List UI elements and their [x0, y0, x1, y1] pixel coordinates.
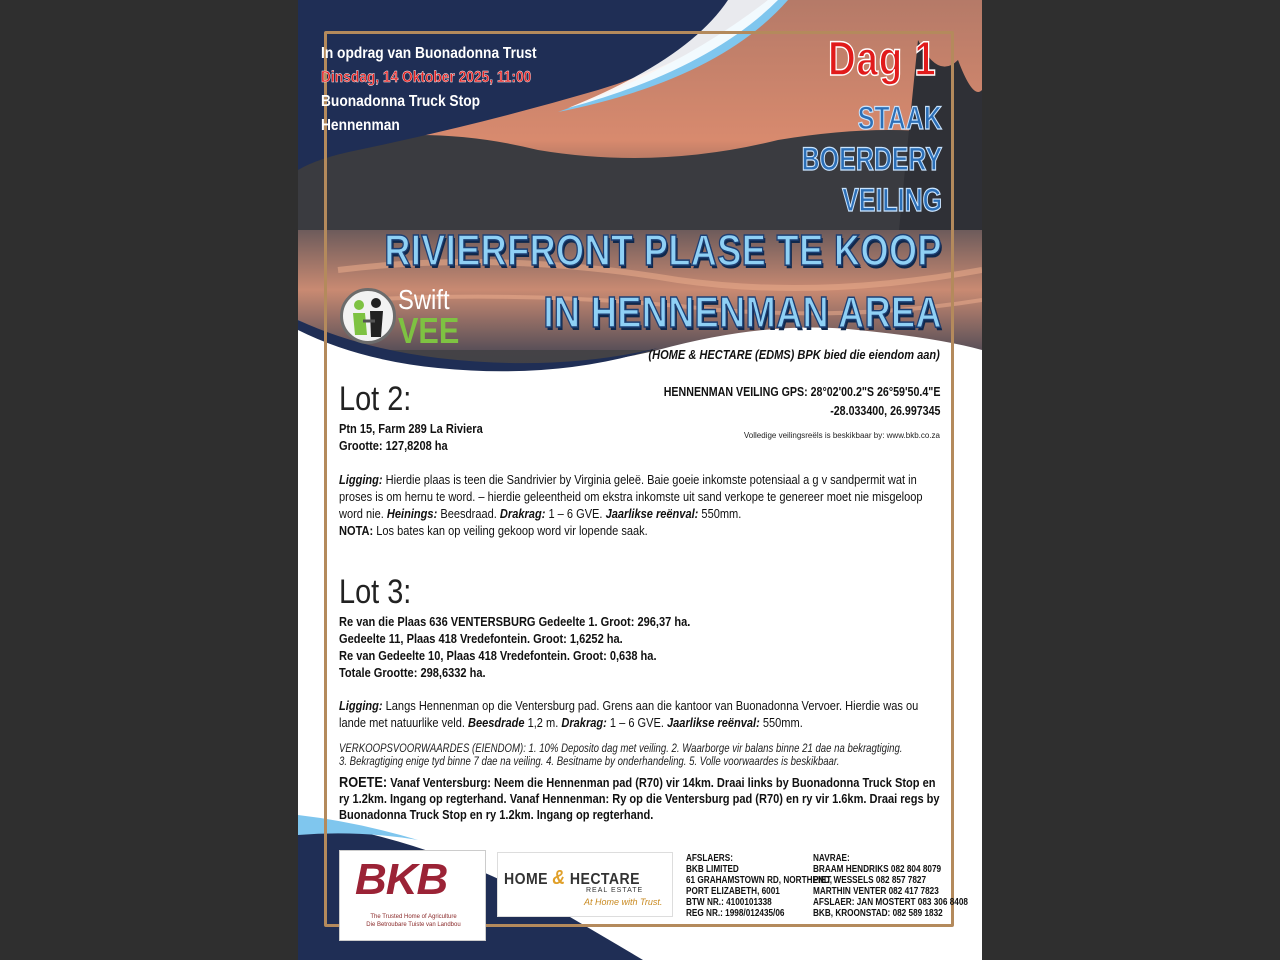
handshake-icon [340, 288, 396, 344]
lot2-nota-label: NOTA: [339, 523, 374, 538]
auction-type-line-2: BOERDERY [801, 141, 942, 177]
navrae-line: NAVRAE: [813, 853, 850, 864]
lot2-heinings-text: Beesdraad. [437, 506, 500, 521]
navrae-line: BKB, KROONSTAD: 082 589 1832 [813, 908, 943, 919]
lot2-heading: Lot 2: [339, 380, 412, 418]
lot3-ligging-label: Ligging: [339, 698, 383, 713]
day-label: Dag 1 [828, 33, 937, 86]
lot3-line-3: Re van Gedeelte 10, Plaas 418 Vredefontein. Groot: 0,638 ha. [339, 648, 657, 663]
lot3-heading: Lot 3: [339, 573, 412, 611]
ampersand-mark: & [552, 867, 566, 889]
navrae-line: MARTHIN VENTER 082 417 7823 [813, 886, 939, 897]
navrae-line: AFSLAER: JAN MOSTERT 083 306 8408 [813, 897, 968, 908]
lot3-reenval-label: Jaarlikse reënval: [667, 715, 760, 730]
home-hectare-tagline: At Home with Trust. [584, 897, 663, 907]
route-text: Vanaf Ventersburg: Neem die Hennenman pad (R70) vir 14km. Draai links by Buonadonna Truck Stop en ry 1.2km. Ingang op regterhand. Vanaf Hennenman: Ry op die Ventersburg pad (R70) en ry vir 1.6km. Draai regs by Buonadonna Truck Stop en ry 1.2km. Ingang op regterhand. [339, 775, 940, 822]
auction-date: Dinsdag, 14 Oktober 2025, 11:00 [321, 69, 532, 86]
auction-type-line-3: VEILING [842, 182, 942, 218]
lot2-line-2: Grootte: 127,8208 ha [339, 438, 448, 453]
afslaers-line: 61 GRAHAMSTOWN RD, NORTHEND, [686, 875, 833, 886]
lot2-drakrag-text: 1 – 6 GVE. [545, 506, 606, 521]
swift-word: Swift [398, 284, 450, 315]
lot3-ligging-text: Langs Hennenman op die Ventersburg pad. Grens aan die kantoor van Buonadonna Vervoer. Hierdie was ou lande met natuurlike veld. [339, 698, 919, 730]
real-estate-label: REAL ESTATE [586, 887, 644, 894]
lot2-nota-text: Los bates kan op veiling gekoop word vir lopende saak. [373, 523, 648, 538]
auction-town: Hennenman [321, 117, 400, 134]
lot3-drakrag-label: Drakrag: [561, 715, 607, 730]
vee-word: VEE [398, 310, 460, 351]
lot3-description [339, 697, 938, 731]
rules-note: Volledige veilingsreëls is beskikbaar by: www.bkb.co.za [743, 431, 940, 440]
auction-type-line-1: STAAK [857, 100, 942, 136]
afslaers-line: BKB LIMITED [686, 864, 739, 875]
gps-line-1: HENNENMAN VEILING GPS: 28°02'00.2"S 26°59'50.4"E [663, 384, 940, 399]
auction-venue: Buonadonna Truck Stop [321, 93, 481, 110]
lot3-beesdrade-label: Beesdrade [468, 715, 525, 730]
presenter-note: (HOME & HECTARE (EDMS) BPK bied die eiendom aan) [648, 347, 940, 362]
lot3-beesdrade-text: 1,2 m. [524, 715, 562, 730]
lot2-drakrag-label: Drakrag: [499, 506, 546, 521]
bkb-logo [339, 850, 486, 941]
lot3-line-2: Gedeelte 11, Plaas 418 Vredefontein. Groot: 1,6252 ha. [339, 631, 623, 646]
main-title-line-2: IN HENNENMAN AREA [543, 288, 942, 337]
afslaers-block [686, 853, 832, 919]
lot3-reenval-text: 550mm. [759, 715, 803, 730]
lot2-description [339, 471, 938, 539]
bkb-wordmark: BKB [355, 855, 448, 904]
bkb-tagline-en: The Trusted Home of Agriculture [370, 914, 457, 920]
navrae-line: PIET WESSELS 082 857 7827 [813, 875, 927, 886]
hectare-word: HECTARE [569, 871, 640, 888]
bkb-tagline-af: Die Betroubare Tuiste van Landbou [366, 922, 461, 928]
route-directions [339, 775, 943, 823]
navrae-line: BRAAM HENDRIKS 082 804 8079 [813, 864, 942, 875]
lot2-ligging-label: Ligging: [339, 472, 383, 487]
home-hectare-logo [497, 852, 673, 917]
afslaers-line: BTW NR.: 4100101338 [686, 897, 772, 908]
lot3-line-1: Re van die Plaas 636 VENTERSBURG Gedeelte 1. Groot: 296,37 ha. [339, 614, 691, 629]
sale-conditions [339, 742, 927, 768]
sale-conditions-line-2: 3. Bekragtiging enige tyd binne 7 dae na veiling. 4. Besitname by onderhandeling. 5. Volle voorwaardes is beskikbaar. [339, 754, 840, 768]
sale-conditions-line-1: VERKOOPSVOORWAARDES (EIENDOM): 1. 10% Deposito dag met veiling. 2. Waarborge vir balans binne 21 dae na bekragtiging. [339, 741, 903, 755]
lot2-ligging-text: Hierdie plaas is teen die Sandrivier by Virginia geleë. Baie goeie inkomste potensiaal a g v sandpermit wat in proses is om hernu te word. – hierdie geleentheid om ekstra inkomste uit sand verkope te genereer moet nie misgeloop word nie. [339, 472, 923, 521]
lot2-line-1: Ptn 15, Farm 289 La Riviera [339, 421, 483, 436]
afslaers-line: PORT ELIZABETH, 6001 [686, 886, 780, 897]
lot3-line-4: Totale Grootte: 298,6332 ha. [339, 665, 486, 680]
lot3-drakrag-text: 1 – 6 GVE. [606, 715, 668, 730]
main-title-line-1: RIVIERFRONT PLASE TE KOOP [384, 226, 942, 275]
route-label: ROETE: [339, 774, 388, 791]
navrae-block [813, 853, 968, 919]
commission-line: In opdrag van Buonadonna Trust [321, 45, 537, 62]
afslaers-line: REG NR.: 1998/012435/06 [686, 908, 785, 919]
afslaers-line: AFSLAERS: [686, 853, 733, 864]
swift-vee-logo [340, 284, 470, 352]
lot2-reenval-text: 550mm. [698, 506, 742, 521]
home-word: HOME [504, 871, 548, 888]
auction-poster [298, 0, 982, 960]
lot2-reenval-label: Jaarlikse reënval: [605, 506, 699, 521]
lot2-heinings-label: Heinings: [386, 506, 438, 521]
gps-line-2: -28.033400, 26.997345 [829, 403, 940, 418]
